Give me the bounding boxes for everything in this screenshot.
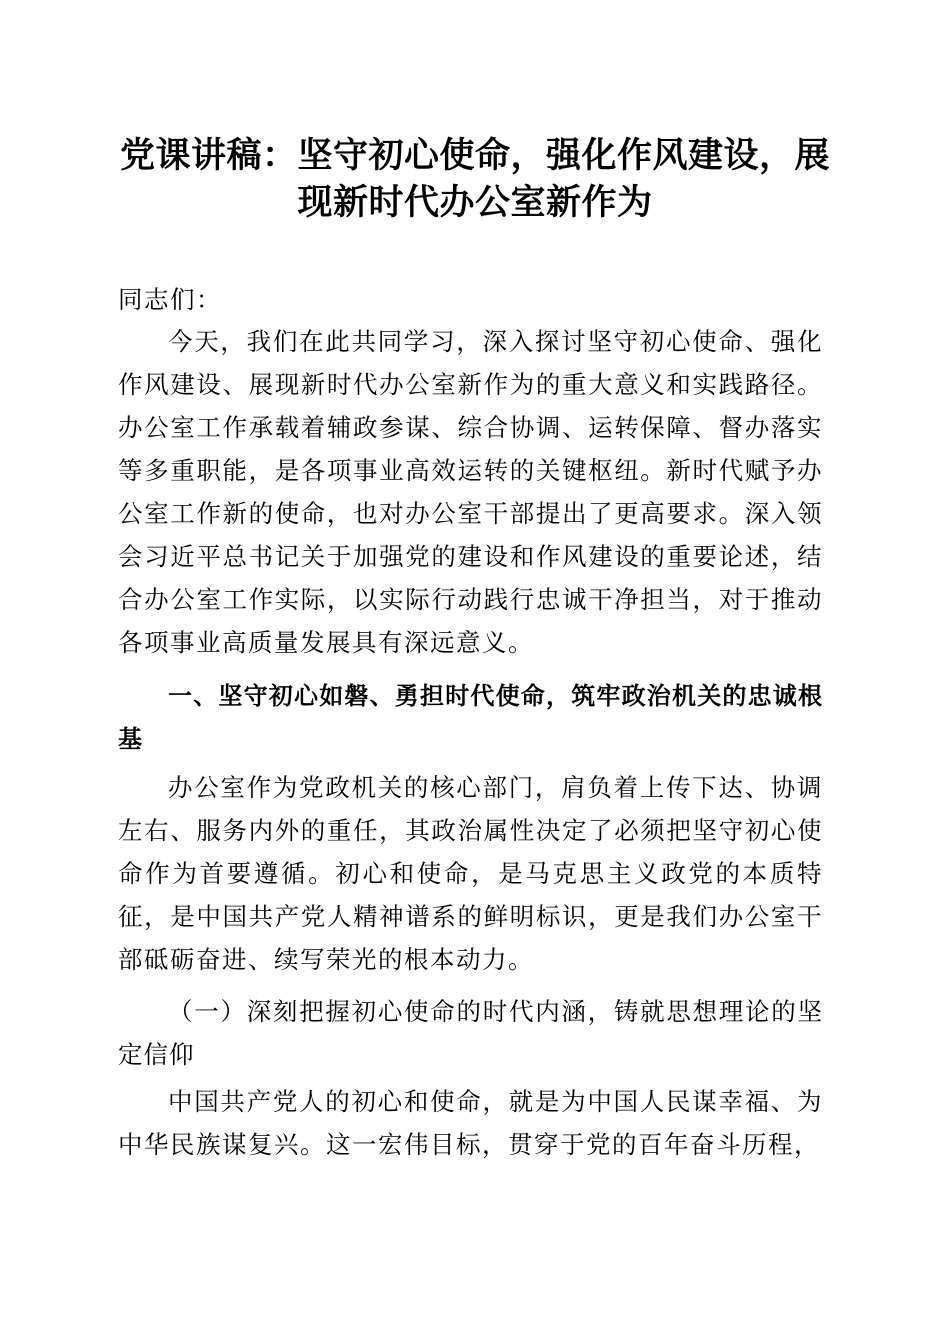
intro-paragraph: 今天，我们在此共同学习，深入探讨坚守初心使命、强化作风建设、展现新时代办公室新作为的重大意义和实践路径。办公室工作承载着辅政参谋、综合协调、运转保障、督办落实等多重职能，是各项事业高效运转的关键枢纽。新时代赋予办公室工作新的使命，也对办公室干部提出了更高要求。深入领会习近平总书记关于加强党的建设和作风建设的重要论述，结合办公室工作实际，以实际行动践行忠诚干净担当，对于推动各项事业高质量发展具有深远意义。 [118, 327, 823, 657]
subsection-1-heading: （一）深刻把握初心使命的时代内涵，铸就思想理论的坚定信仰 [118, 997, 823, 1069]
subsection-1-paragraph: 中国共产党人的初心和使命，就是为中国人民谋幸福、为中华民族谋复兴。这一宏伟目标，贯穿于党的百年奋斗历程， [118, 1087, 823, 1159]
section-1-heading: 一、坚守初心如磐、勇担时代使命，筑牢政治机关的忠诚根基 [118, 682, 823, 753]
document-title: 党课讲稿：坚守初心使命，强化作风建设，展现新时代办公室新作为 [119, 136, 830, 223]
salutation: 同志们： [118, 285, 222, 314]
section-1-paragraph: 办公室作为党政机关的核心部门，肩负着上传下达、协调左右、服务内外的重任，其政治属性决定了必须把坚守初心使命作为首要遵循。初心和使命，是马克思主义政党的本质特征，是中国共产党人精神谱系的鲜明标识，更是我们办公室干部砥砺奋进、续写荣光的根本动力。 [118, 773, 823, 974]
